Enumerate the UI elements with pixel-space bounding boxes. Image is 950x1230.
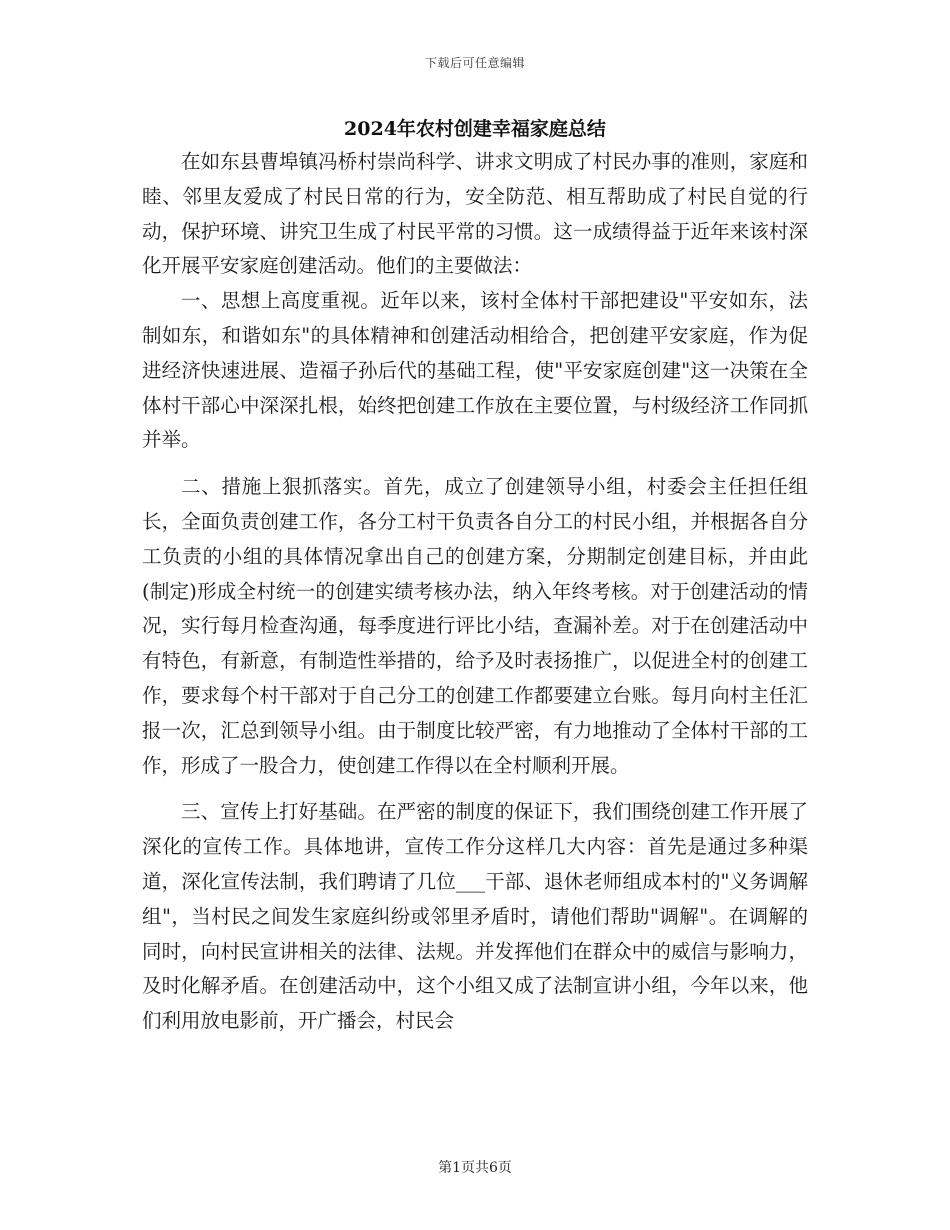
paragraph-intro: 在如东县曹埠镇冯桥村崇尚科学、讲求文明成了村民办事的准则，家庭和睦、邻里友爱成了村民日常的行为，安全防范、相互帮助成了村民自觉的行动，保护环境、讲究卫生成了村民平常的习惯。这一成绩得益于近年来该村深化开展平安家庭创建活动。他们的主要做法： [142, 150, 808, 278]
paragraph-section-1: 一、思想上高度重视。近年以来，该村全体村干部把建设"平安如东，法制如东，和谐如东"的具体精神和创建活动相给合，把创建平安家庭，作为促进经济快速进展、造福子孙后代的基础工程，使"平安家庭创建"这一决策在全体村干部心中深深扎根，始终把创建工作放在主要位置，与村级经济工作同抓并举。 [142, 289, 808, 452]
document-body [142, 145, 808, 1039]
page-footer-number: 第1页共6页 [438, 1160, 512, 1176]
document-title: 2024年农村创建幸福家庭总结 [344, 118, 606, 140]
paragraph-section-2: 二、措施上狠抓落实。首先，成立了创建领导小组，村委会主任担任组长，全面负责创建工作，各分工村干负责各自分工的村民小组，并根据各自分工负责的小组的具体情况拿出自己的创建方案，分期制定创建目标，并由此(制定)形成全村统一的创建实绩考核办法，纳入年终考核。对于创建活动的情况，实行每月检查沟通，每季度进行评比小结，查漏补差。对于在创建活动中有特色，有新意，有制造性举措的，给予及时表扬推广，以促进全村的创建工作，要求每个村干部对于自己分工的创建工作都要建立台账。每月向村主任汇报一次，汇总到领导小组。由于制度比较严密，有力地推动了全体村干部的工作，形成了一股合力，使创建工作得以在全村顺利开展。 [142, 475, 808, 777]
paragraph-section-3: 三、宣传上打好基础。在严密的制度的保证下，我们围绕创建工作开展了深化的宣传工作。具体地讲，宣传工作分这样几大内容：首先是通过多种渠道，深化宣传法制，我们聘请了几位___干部、退休老师组成本村的"义务调解组"，当村民之间发生家庭纠纷或邻里矛盾时，请他们帮助"调解"。在调解的同时，向村民宣讲相关的法律、法规。并发挥他们在群众中的威信与影响力，及时化解矛盾。在创建活动中，这个小组又成了法制宣讲小组，今年以来，他们利用放电影前，开广播会，村民会 [142, 800, 808, 1033]
page-header-note: 下载后可任意编辑 [424, 56, 525, 70]
